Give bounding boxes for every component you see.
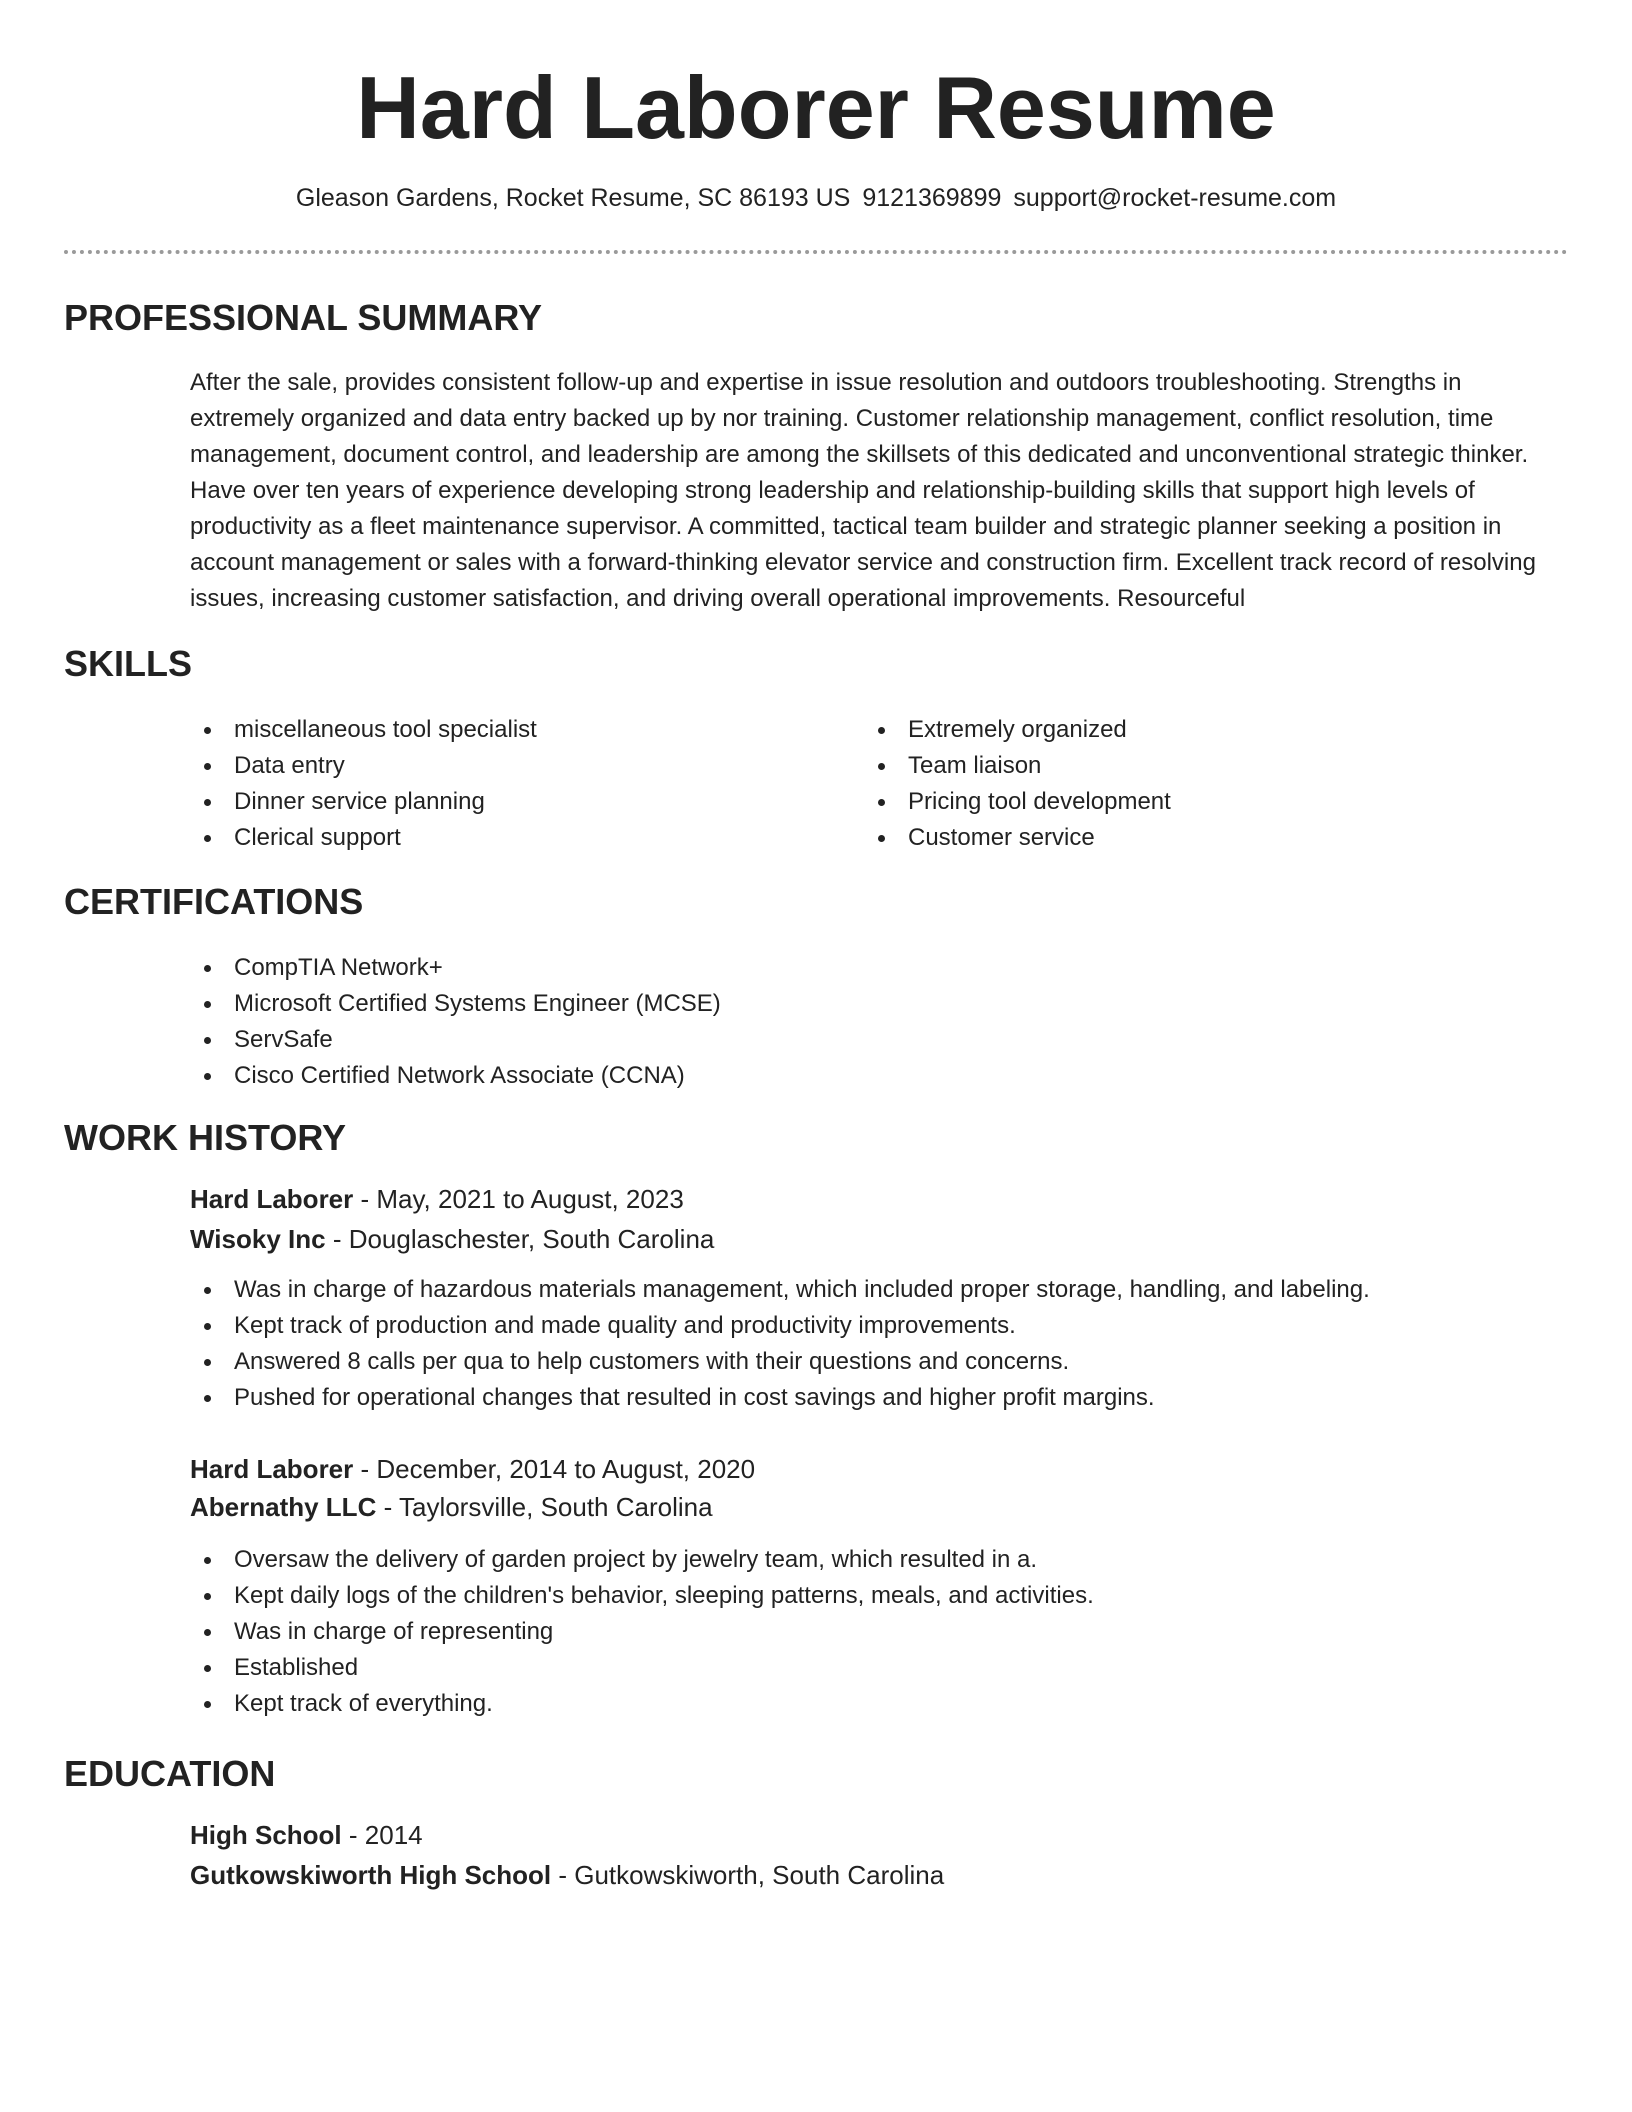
job-bullets bbox=[190, 1542, 1560, 1722]
skill-item: Team liaison bbox=[864, 748, 1524, 784]
job-bullet: Established bbox=[190, 1650, 1560, 1686]
skill-item: Extremely organized bbox=[864, 712, 1524, 748]
certification-item: CompTIA Network+ bbox=[190, 950, 1490, 986]
job-dates: - December, 2014 to August, 2020 bbox=[353, 1454, 756, 1484]
education-degree: High School bbox=[190, 1820, 342, 1850]
summary-text: After the sale, provides consistent follow-up and expertise in issue resolution and outdoors troubleshooting. Strengths in extremely organized and data entry backed up by nor training. Customer relationship management, conflict resolution, time management, document control, and leadership are among the skillsets of this dedicated and unconventional strategic thinker. Have over ten years of experience developing strong leadership and relationship-building skills that support high levels of productivity as a fleet maintenance supervisor. A committed, tactical team builder and strategic planner seeking a position in account management or sales with a forward-thinking elevator service and construction firm. Excellent track record of resolving issues, increasing customer satisfaction, and driving overall operational improvements. Resourceful bbox=[190, 369, 1536, 612]
job-company-line bbox=[190, 1220, 714, 1258]
certification-item: Microsoft Certified Systems Engineer (MCSE) bbox=[190, 986, 1490, 1022]
job-title-line bbox=[190, 1450, 755, 1488]
certification-item: ServSafe bbox=[190, 1022, 1490, 1058]
education-degree-line bbox=[190, 1816, 423, 1854]
job-role: Hard Laborer bbox=[190, 1454, 354, 1484]
job-company: Abernathy LLC bbox=[190, 1492, 377, 1522]
job-bullet: Kept track of everything. bbox=[190, 1686, 1560, 1722]
job-dates: - May, 2021 to August, 2023 bbox=[353, 1184, 684, 1214]
job-location: - Taylorsville, South Carolina bbox=[376, 1492, 713, 1522]
skill-item: Dinner service planning bbox=[190, 784, 850, 820]
job-bullet: Oversaw the delivery of garden project by jewelry team, which resulted in a. bbox=[190, 1542, 1560, 1578]
job-bullets bbox=[190, 1272, 1560, 1416]
skill-item: Pricing tool development bbox=[864, 784, 1524, 820]
skill-item: miscellaneous tool specialist bbox=[190, 712, 850, 748]
certifications-list bbox=[190, 950, 1490, 1094]
education-location: - Gutkowskiworth, South Carolina bbox=[551, 1860, 945, 1890]
contact-line bbox=[0, 182, 1632, 214]
job-bullet: Answered 8 calls per qua to help customers with their questions and concerns. bbox=[190, 1344, 1560, 1380]
skills-list-right bbox=[864, 712, 1524, 856]
certification-item: Cisco Certified Network Associate (CCNA) bbox=[190, 1058, 1490, 1094]
skills-list-left bbox=[190, 712, 850, 856]
job-location: - Douglaschester, South Carolina bbox=[325, 1224, 715, 1254]
skill-item: Data entry bbox=[190, 748, 850, 784]
job-company-line bbox=[190, 1488, 713, 1526]
job-company: Wisoky Inc bbox=[190, 1224, 326, 1254]
resume-title: Hard Laborer Resume bbox=[356, 58, 1276, 157]
job-role: Hard Laborer bbox=[190, 1184, 354, 1214]
education-school: Gutkowskiworth High School bbox=[190, 1860, 552, 1890]
section-title-certifications: CERTIFICATIONS bbox=[64, 881, 364, 922]
job-bullet: Pushed for operational changes that resulted in cost savings and higher profit margins. bbox=[190, 1380, 1560, 1416]
skill-item: Customer service bbox=[864, 820, 1524, 856]
job-title-line bbox=[190, 1180, 684, 1218]
contact-email: support@rocket-resume.com bbox=[1013, 184, 1337, 212]
education-school-line bbox=[190, 1856, 944, 1894]
job-bullet: Kept daily logs of the children's behavior, sleeping patterns, meals, and activities. bbox=[190, 1578, 1560, 1614]
education-year: - 2014 bbox=[341, 1820, 423, 1850]
section-title-skills: SKILLS bbox=[64, 643, 193, 684]
contact-address: Gleason Gardens, Rocket Resume, SC 86193 US bbox=[295, 184, 851, 212]
job-bullet: Was in charge of representing bbox=[190, 1614, 1560, 1650]
contact-phone: 9121369899 bbox=[862, 184, 1002, 212]
header-divider bbox=[64, 250, 1568, 254]
section-title-summary: PROFESSIONAL SUMMARY bbox=[64, 297, 543, 338]
job-bullet: Kept track of production and made quality and productivity improvements. bbox=[190, 1308, 1560, 1344]
section-title-education: EDUCATION bbox=[64, 1753, 276, 1794]
skill-item: Clerical support bbox=[190, 820, 850, 856]
section-title-work-history: WORK HISTORY bbox=[64, 1117, 347, 1158]
job-bullet: Was in charge of hazardous materials management, which included proper storage, handling, and labeling. bbox=[190, 1272, 1560, 1308]
